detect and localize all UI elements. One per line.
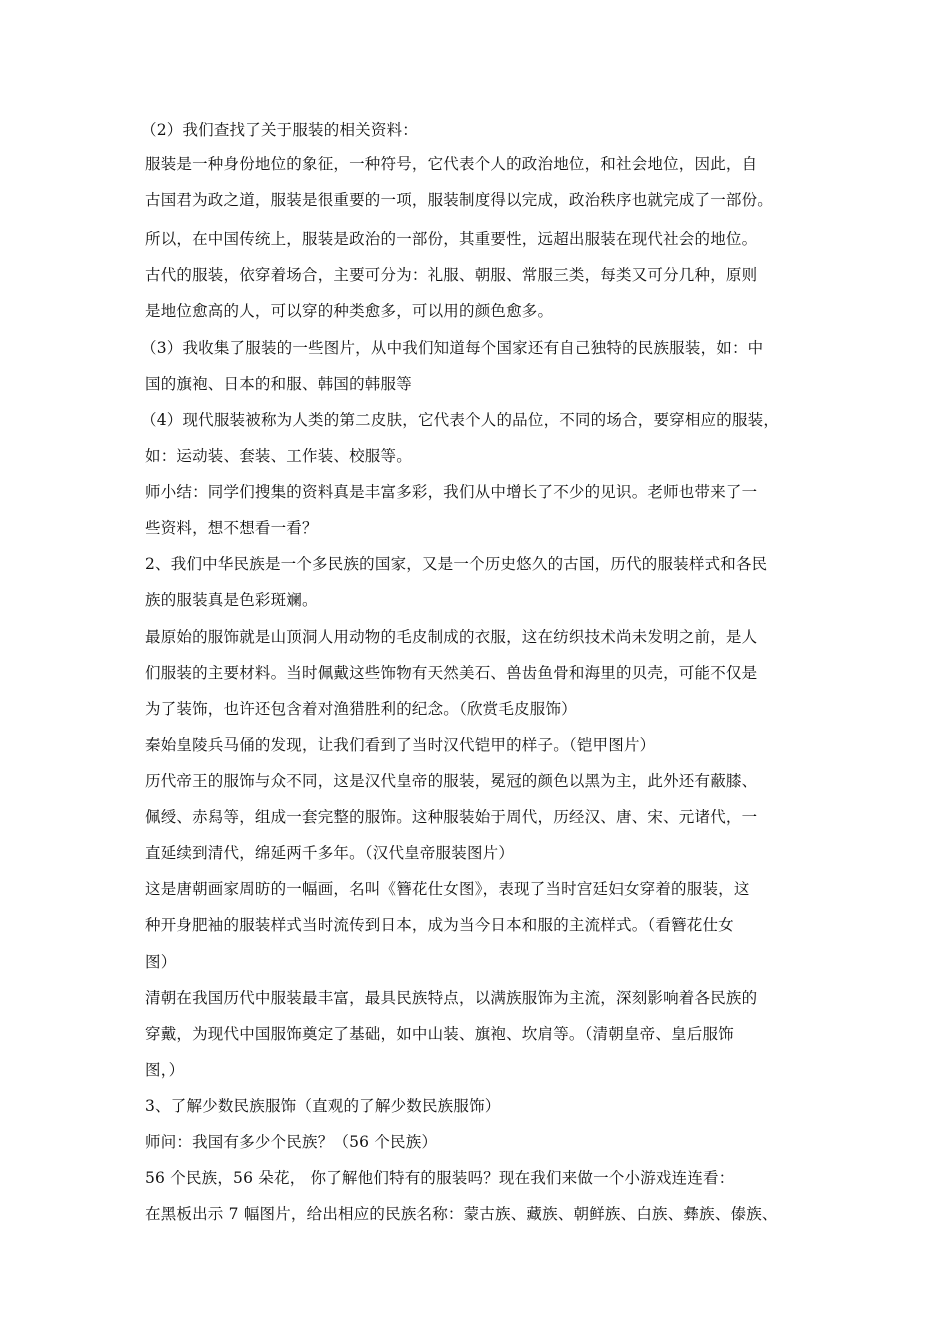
text-line: 服装是一种身份地位的象征，一种符号，它代表个人的政治地位，和社会地位，因此，自 bbox=[145, 155, 758, 173]
text-line: 56 个民族，56 朵花， 你了解他们特有的服装吗？现在我们来做一个小游戏连连看： bbox=[145, 1169, 735, 1187]
text-line: （4）现代服装被称为人类的第二皮肤，它代表个人的品位，不同的场合，要穿相应的服装， bbox=[141, 411, 780, 429]
text-line: 这是唐朝画家周昉的一幅画，名叫《簪花仕女图》，表现了当时宫廷妇女穿着的服装，这 bbox=[145, 880, 750, 898]
text-line: 国的旗袍、日本的和服、韩国的韩服等 bbox=[145, 375, 412, 393]
text-line: 3、了解少数民族服饰（直观的了解少数民族服饰） bbox=[145, 1097, 501, 1115]
text-line: 们服装的主要材料。当时佩戴这些饰物有天然美石、兽齿鱼骨和海里的贝壳，可能不仅是 bbox=[145, 664, 758, 682]
text-line: 为了装饰，也许还包含着对渔猎胜利的纪念。（欣赏毛皮服饰） bbox=[145, 700, 577, 718]
text-line: 师小结：同学们搜集的资料真是丰富多彩，我们从中增长了不少的见识。老师也带来了一 bbox=[145, 483, 758, 501]
text-line: 种开身肥袖的服装样式当时流传到日本，成为当今日本和服的主流样式。（看簪花仕女 bbox=[145, 916, 734, 934]
text-line: 穿戴，为现代中国服饰奠定了基础，如中山装、旗袍、坎肩等。（清朝皇帝、皇后服饰 bbox=[145, 1025, 734, 1043]
text-line: 所以，在中国传统上，服装是政治的一部份，其重要性，远超出服装在现代社会的地位。 bbox=[145, 230, 758, 248]
text-line: 族的服装真是色彩斑斓。 bbox=[145, 591, 318, 609]
text-line: 佩绶、赤舄等，组成一套完整的服饰。这种服装始于周代，历经汉、唐、宋、元诸代，一 bbox=[145, 808, 758, 826]
text-line: 图） bbox=[145, 953, 177, 971]
text-line: 古代的服装，依穿着场合，主要可分为：礼服、朝服、常服三类，每类又可分几种，原则 bbox=[145, 266, 758, 284]
text-line: （3）我收集了服装的一些图片，从中我们知道每个国家还有自己独特的民族服装，如：中 bbox=[141, 339, 764, 357]
text-line: 在黑板出示 7 幅图片，给出相应的民族名称：蒙古族、藏族、朝鲜族、白族、彝族、傣族、 bbox=[145, 1205, 778, 1223]
text-line: （2）我们查找了关于服装的相关资料： bbox=[141, 121, 418, 139]
text-line: 师问：我国有多少个民族？（56 个民族） bbox=[145, 1133, 438, 1151]
text-line: 秦始皇陵兵马俑的发现，让我们看到了当时汉代铠甲的样子。（铠甲图片） bbox=[145, 736, 656, 754]
text-line: 清朝在我国历代中服装最丰富，最具民族特点，以满族服饰为主流，深刻影响着各民族的 bbox=[145, 989, 758, 1007]
text-line: 图，） bbox=[145, 1061, 185, 1079]
text-line: 直延续到清代，绵延两千多年。（汉代皇帝服装图片） bbox=[145, 844, 515, 862]
text-line: 是地位愈高的人，可以穿的种类愈多，可以用的颜色愈多。 bbox=[145, 302, 554, 320]
text-line: 历代帝王的服饰与众不同，这是汉代皇帝的服装，冕冠的颜色以黑为主，此外还有蔽膝、 bbox=[145, 772, 758, 790]
text-line: 些资料，想不想看一看？ bbox=[145, 519, 318, 537]
text-line: 古国君为政之道，服装是很重要的一项，服装制度得以完成，政治秩序也就完成了一部份。 bbox=[145, 191, 774, 209]
text-line: 2、我们中华民族是一个多民族的国家，又是一个历史悠久的古国，历代的服装样式和各民 bbox=[145, 555, 768, 573]
text-line: 最原始的服饰就是山顶洞人用动物的毛皮制成的衣服，这在纺织技术尚未发明之前，是人 bbox=[145, 628, 758, 646]
text-line: 如：运动装、套装、工作装、校服等。 bbox=[145, 447, 412, 465]
